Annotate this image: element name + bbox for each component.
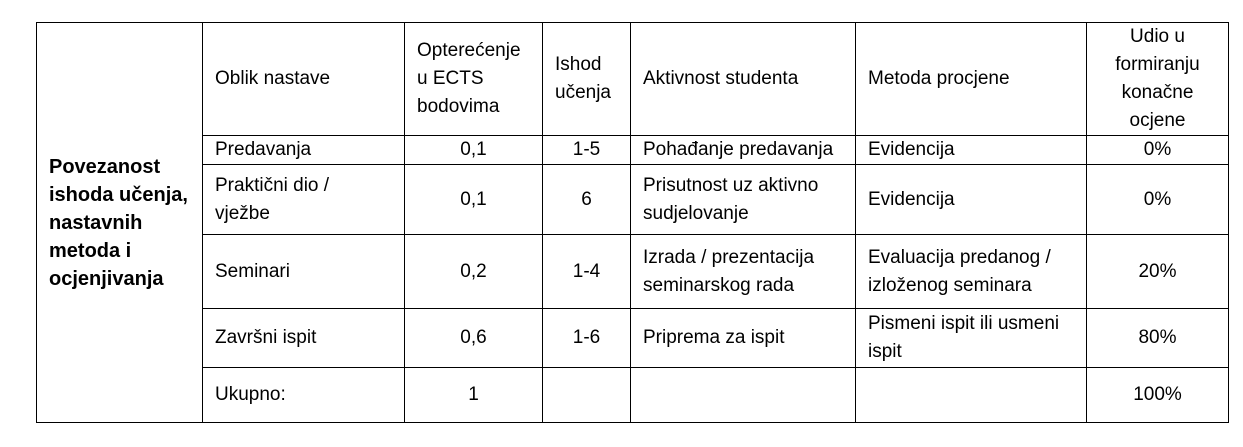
cell-metoda: Pismeni ispit ili usmeni ispit (856, 309, 1087, 368)
cell-ishod: 1-6 (543, 309, 631, 368)
cell-oblik: Seminari (203, 235, 405, 309)
cell-empty (543, 368, 631, 423)
cell-ishod: 1-5 (543, 136, 631, 165)
cell-udio: 80% (1087, 309, 1229, 368)
header-ishod-ucenja: Ishod učenja (543, 23, 631, 136)
row-heading-line: nastavnih (49, 211, 143, 234)
cell-aktivnost: Izrada / prezentacija seminarskog rada (631, 235, 856, 309)
cell-total-label: Ukupno: (203, 368, 405, 423)
cell-metoda: Evaluacija predanog / izloženog seminara (856, 235, 1087, 309)
header-row (37, 23, 1229, 136)
cell-empty (631, 368, 856, 423)
header-aktivnost-studenta: Aktivnost studenta (631, 23, 856, 136)
table-row (37, 235, 1229, 309)
header-oblik-nastave: Oblik nastave (203, 23, 405, 136)
cell-udio: 0% (1087, 165, 1229, 235)
cell-empty (856, 368, 1087, 423)
cell-total-ects: 1 (405, 368, 543, 423)
cell-oblik: Praktični dio / vježbe (203, 165, 405, 235)
row-heading-cell (37, 23, 203, 423)
header-metoda-procjene: Metoda procjene (856, 23, 1087, 136)
table-row (37, 136, 1229, 165)
cell-ects: 0,1 (405, 136, 543, 165)
cell-aktivnost: Prisutnost uz aktivno sudjelovanje (631, 165, 856, 235)
cell-oblik: Završni ispit (203, 309, 405, 368)
cell-aktivnost: Pohađanje predavanja (631, 136, 856, 165)
header-opterecenje: Opterećenje u ECTS bodovima (405, 23, 543, 136)
row-heading-line: Povezanost (49, 155, 161, 178)
assessment-table (36, 22, 1229, 423)
row-heading-line: metoda i (49, 239, 132, 262)
cell-ects: 0,2 (405, 235, 543, 309)
cell-udio: 0% (1087, 136, 1229, 165)
cell-metoda: Evidencija (856, 136, 1087, 165)
cell-ishod: 6 (543, 165, 631, 235)
table-row (37, 165, 1229, 235)
cell-aktivnost: Priprema za ispit (631, 309, 856, 368)
total-row (37, 368, 1229, 423)
cell-total-udio: 100% (1087, 368, 1229, 423)
header-udio: Udio u formiranju konačne ocjene (1087, 23, 1229, 136)
row-heading-line: ocjenjivanja (49, 267, 164, 290)
cell-ects: 0,1 (405, 165, 543, 235)
cell-ishod: 1-4 (543, 235, 631, 309)
cell-oblik: Predavanja (203, 136, 405, 165)
table-row (37, 309, 1229, 368)
cell-udio: 20% (1087, 235, 1229, 309)
row-heading-line: ishoda učenja, (49, 183, 188, 206)
cell-ects: 0,6 (405, 309, 543, 368)
cell-metoda: Evidencija (856, 165, 1087, 235)
